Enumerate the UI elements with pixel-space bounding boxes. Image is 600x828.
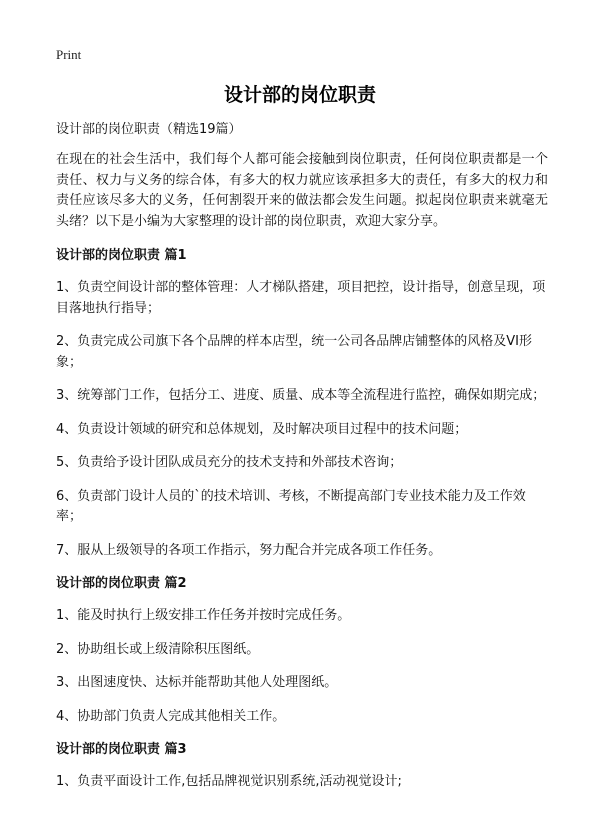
section-heading: 设计部的岗位职责 篇2 — [56, 576, 187, 591]
list-item: 6、负责部门设计人员的`的技术培训、考核，不断提高部门专业技术能力及工作效率； — [56, 488, 526, 524]
list-item: 2、协助组长或上级清除积压图纸。 — [56, 641, 260, 657]
document-subtitle: 设计部的岗位职责（精选19篇） — [56, 122, 242, 137]
intro-paragraph: 在现在的社会生活中，我们每个人都可能会接触到岗位职责，任何岗位职责都是一个责任、权力与义务的综合体，有多大的权力就应该承担多大的责任，有多大的权力和责任应该尽多大的义务，任何割裂开来的做法都会发生问题。拟起岗位职责来就毫无头绪？以下是小编为大家整理的设计部的岗位职责，欢迎大家分享。 — [56, 152, 548, 229]
section-heading: 设计部的岗位职责 篇3 — [56, 742, 187, 757]
list-item: 3、出图速度快、达标并能帮助其他人处理图纸。 — [56, 675, 338, 690]
page-title: 设计部的岗位职责 — [223, 84, 376, 106]
list-item: 4、协助部门负责人完成其他相关工作。 — [56, 708, 286, 724]
list-item: 1、负责平面设计工作,包括品牌视觉识别系统,活动视觉设计; — [56, 774, 402, 789]
list-item: 5、负责给予设计团队成员充分的技术支持和外部技术咨询； — [56, 455, 403, 470]
list-item: 7、服从上级领导的各项工作指示，努力配合并完成各项工作任务。 — [56, 542, 442, 558]
section-2 — [56, 574, 548, 727]
list-item: 4、负责设计领域的研究和总体规划，及时解决项目过程中的技术问题； — [56, 421, 468, 437]
section-3 — [56, 740, 548, 793]
list-item: 1、能及时执行上级安排工作任务并按时完成任务。 — [56, 608, 351, 623]
section-heading: 设计部的岗位职责 篇1 — [56, 248, 187, 263]
print-link[interactable]: Print — [56, 47, 82, 62]
document-body — [56, 120, 548, 806]
section-1 — [56, 246, 548, 561]
list-item: 2、负责完成公司旗下各个品牌的样本店型，统一公司各品牌店铺整体的风格及VI形象； — [56, 334, 532, 370]
list-item: 1、负责空间设计部的整体管理：人才梯队搭建，项目把控，设计指导，创意呈现，项目落地执行指导； — [56, 280, 546, 316]
list-item: 3、统筹部门工作，包括分工、进度、质量、成本等全流程进行监控，确保如期完成； — [56, 388, 546, 403]
